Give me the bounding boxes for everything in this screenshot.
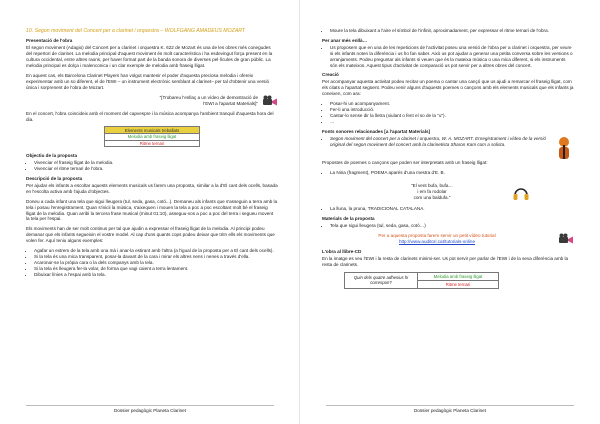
list-item: • Si la tela és lleugera fer-la volar, de forma que vagi caient a terra lentament.: [34, 266, 278, 272]
right-page: [300, 0, 600, 424]
poem-block: [322, 179, 574, 206]
poem-quote: [392, 183, 472, 201]
musician-icon: [554, 136, 574, 160]
list-item: • …: [330, 119, 574, 125]
list-item: • Moure la tela dibuixant a l'aire el símbol de l'infinit, aproximadament, per expressar el ritme ternari de l'obra.: [330, 28, 574, 34]
list-item: • Vivenciar el fraseig lligat de la melodia.: [34, 160, 278, 166]
creacio-heading: Creació: [322, 72, 339, 78]
objectiu-heading: Objectiu de la proposta: [26, 153, 78, 159]
video-note: [26, 95, 278, 107]
tutorial-url[interactable]: http://www.auditori.cat/tutorials-online: [398, 238, 476, 244]
list-item: • Posar-hi un acompanyament.: [330, 101, 574, 107]
descripcio-paragraph-3: Els moviments han de ser molt continus per tal que ajudin a expressar el fraseig lligat de la melodia. Al principi podeu demanar que els infants segueixin el vostre model. Al cap d'uns quants cops podeu deixar que triïn ells els moviments que volen fer. Aquí teniu alguns exemples:: [26, 226, 275, 244]
descripcio-paragraph-1: Per ajudar els infants a escoltar aquests elements musicals us farem una proposta, similar a la d'El cant dels ocells, basada en l'escolta activa amb l'ajuda d'objectes.: [26, 182, 278, 194]
list-item: • La lluna, la pruna, TRADICIONAL CATALANA.: [330, 206, 574, 212]
list-item: • La Nina (fragment), POEMA aparés d'una mestra d'E. B.: [330, 170, 574, 176]
fonts-list: [322, 136, 548, 148]
poem-line: i em fa rodolar: [417, 189, 447, 195]
anar-list: [322, 45, 574, 69]
answer-ritme-cell: Ritme ternari: [418, 280, 499, 288]
tutorial-link[interactable]: Per a aquesta proposta farem servir un petit vídeo tutorial: [378, 232, 496, 238]
propostes-paragraph: Propostes de poemes o cançons que poden ser interpretats amb un fraseig lligat:: [322, 159, 488, 165]
page-footer: Dossier pedagògic Planeta Clarinet: [326, 405, 574, 414]
video-note-text: "[Trobareu l'enllaç a un vídeo de demostració de l'EWI a l'apartat Materials]": [159, 94, 258, 106]
list-item: • Dibuixar línies a l'espai amb la tela.: [34, 272, 278, 278]
page-footer: Dossier pedagògic Planeta Clarinet: [26, 405, 274, 414]
list-item: • Us proposem que en una de les repeticions de l'activitat poseu una versió de l'obra per a clarinet i orquestra, per veure si els infants noten la diferència i us ho fan saber. Això us pot ajudar a generar una petita conversa sobre les versions o arranjaments. Podeu preguntar als infants si veuen que és la mateixa música o una mica diferent, si els instruments són els mateixos. Aquest tipus d'activitat de comparació us pot servir per a altres obres del concert.: [330, 45, 574, 69]
poem-line: "El vent bufa, bufa…: [411, 183, 453, 189]
cd-paragraph: En la imatge es veu l'EWI i la resta de clarinets minimi-ser. Us pot servir per parlar de l'EWI i de la seva diferència amb la resta de clarinets.: [322, 255, 569, 267]
fonts-heading: Fonts sonores relacionades [a l'apartat Materials]: [322, 128, 431, 134]
materials-list: [322, 223, 574, 229]
concert-paragraph: En el concert, l'obra coincideix amb el moment del capvespre i la música acompanya l'ambient tranquil d'aquesta hora del dia.: [26, 110, 274, 122]
poem-line: com una baldufa.": [413, 195, 451, 201]
descripcio-paragraph-2: Doneu a cada infant una tela que sigui lleugera (tul, seda, gasa, cotó...). Demaneu als infants que s'asseguin a terra amb la tela i posau l'enregistrament. Quan s'inicii la música, s'aixequen i mouen la tela a poc a poc escoltant molt bé el fraseig lligat de la melodia. Quan arribi la tercera frase musical (minut 01:10), asseguu-vos a poc a poc del terra i segueu movent la tela per l'espai.: [26, 198, 278, 222]
list-item: • Agafar un extrem de la tela amb una mà i anar-la estirant amb l'altra (a l'igual de la proposta per a El cant dels ocells).: [34, 248, 278, 254]
section-title: 10. Segon moviment del Concert per a clarinet i orquestra – WOLFGANG AMADEUS MOZART: [26, 28, 246, 34]
answer-melodia-cell: Melodia amb fraseig lligat: [418, 272, 499, 280]
nina-list: [322, 170, 574, 176]
objectiu-list: [26, 160, 278, 172]
list-item: • Segon moviment del concert per a clarinet i orquestra, W. A. MOZART. Enregistrament i vídeo de la versió original del segon moviment del concert amb la clarinetista Sharon Kam com a solista.: [330, 136, 548, 148]
table-row-melodia: Melodia amb fraseig lligat: [105, 134, 200, 141]
presentacio-paragraph-2: En aquest cas, els Barcelona Clarinet Players han volgut mantenir el poder d'aquesta preciosa melodia i ofereix experimentar amb un so diferent, el de l'EWI – un instrument electrònic semblant al clarinet– per tal d'obtenir una versió única i sorprenent de l'obra de Mozart.: [26, 72, 270, 90]
video-camera-icon: [262, 95, 278, 107]
anar-heading: Per anar més enllà…: [322, 37, 368, 43]
materials-heading: Materials de la proposta: [322, 216, 375, 222]
list-item: • Cantar-lo sense dir la lletra (xiulant o fent el so de la "u").: [330, 113, 574, 119]
descripcio-heading: Descripció de la proposta: [26, 175, 83, 181]
tutorial-text: [322, 233, 552, 245]
table-row-ritme: Ritme ternari: [105, 140, 200, 147]
list-item: • Tela que sigui lleugera (tul, seda, gasa, cotó…): [330, 223, 574, 229]
lluna-list: [322, 206, 574, 212]
question-cell: Quin dels quatre adhesius hi correspon?: [345, 272, 418, 288]
musical-elements-table: [104, 126, 200, 147]
list-item: • Fer-li una introducció.: [330, 107, 574, 113]
fonts-item: [322, 136, 574, 160]
table-row-header: Elements musicals treballats: [105, 127, 200, 134]
creacio-list: [322, 101, 574, 125]
presentacio-paragraph-1: El segon moviment (Adagio) del Concert per a clarinet i orquestra K. 622 de Mozart és una de les obres més conegudes del repertori de clarinet. La melodia principal d'aquest moviment és molt característica i ha esdevingut força present en la cultura occidental, entre altres raons, per haver format part de la banda sonora de diverses pel·lícules de gran públic. La melodia principal es dolça i malenconica i un clar exemple de melodia amb fraseig lligat.: [26, 45, 273, 69]
cd-heading: L'obra al llibre-CD: [322, 248, 362, 254]
creacio-paragraph: Per acompanyar aquesta activitat podeu recitar un poema o cantar una cançó que us ajudi a remarcar el fraseig lligat, com els citats a l'apartat següent. Podeu venir alguns d'aquests poemes o cançons amb els elements musicals que els infants ja coneixen, com ara:: [322, 79, 574, 97]
list-item: • Acaronar-se la pròpia cara o la dels companys amb la tela.: [34, 260, 278, 266]
tutorial-block: [322, 233, 574, 245]
presentacio-heading: Presentació de l'obra: [26, 38, 73, 44]
list-item: • Vivenciar el ritme ternari de l'obra.: [34, 166, 278, 172]
list-item: • Si la tela és una mica transparent, posar-la davant de la cara i mirar els altres nens i nenes a través d'ella.: [34, 254, 278, 260]
sticker-question-table: [344, 272, 499, 289]
continued-list: [322, 28, 574, 34]
examples-list: [26, 248, 278, 278]
headphones-icon: [512, 184, 530, 202]
video-camera-icon: [558, 233, 574, 245]
